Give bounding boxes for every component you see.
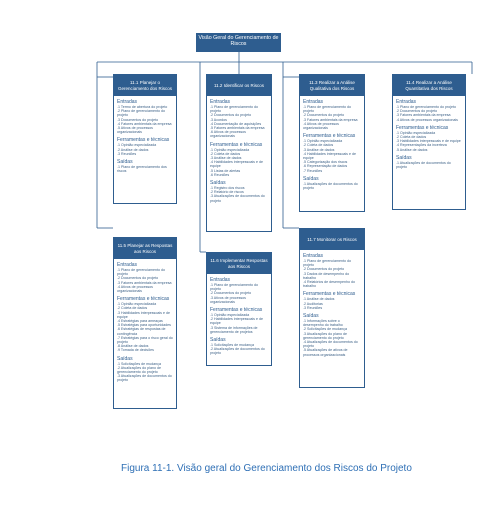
list-item: .4 Fatores ambientais da empresa xyxy=(117,121,172,126)
list-item: .9 Tomada de decisões xyxy=(117,348,154,353)
list-item: .3 Atualizações do plano de gerenciamento do projeto xyxy=(303,331,347,340)
list-item: .6 Estratégias de respostas de contingência xyxy=(117,327,166,336)
process-box-11-6 xyxy=(206,252,272,366)
list-item: .2 Análise de dados xyxy=(117,147,149,152)
process-box-11-4 xyxy=(392,74,466,210)
list-item: .4 Atualizações de documentos do projeto xyxy=(303,340,358,349)
list-item: .5 Listas de alertas xyxy=(210,168,241,173)
list-item: .3 Ativos de processos organizacionais xyxy=(210,295,246,304)
list-item: .3 Sistema de informações de gerenciamento de projetos xyxy=(210,325,258,334)
list-item: .1 Análise de dados xyxy=(303,297,335,302)
section-title: Saídas xyxy=(117,355,133,362)
section-title: Entradas xyxy=(117,99,138,105)
list-item: .1 Solicitações de mudança xyxy=(117,361,161,366)
figure-caption: Figura 11-1. Visão geral do Gerenciamento dos Riscos do Projeto xyxy=(121,463,412,474)
list-item: .3 Documentos do projeto xyxy=(117,117,159,122)
section-title: Ferramentas e técnicas xyxy=(117,137,170,144)
list-item: .3 Atualizações de documentos do projeto xyxy=(117,374,172,383)
list-item: .3 Reuniões xyxy=(117,151,137,156)
section-title: Entradas xyxy=(117,262,138,268)
list-item: .1 Opinião especializada xyxy=(210,147,250,152)
list-item: .3 Análise de dados xyxy=(210,156,242,161)
list-item: .6 Ativos de processos organizacionais xyxy=(210,130,246,139)
section-title: Ferramentas e técnicas xyxy=(396,124,449,131)
list-item: .2 Coleta de dados xyxy=(303,143,334,148)
list-item: .5 Análise de dados xyxy=(396,147,428,152)
list-item: .4 Habilidades interpessoais e de equipe xyxy=(303,151,356,161)
box-title: 11.4 Realizar a Análise Quantitativa dos Riscos xyxy=(393,75,465,96)
list-item: .6 Reuniões xyxy=(210,172,230,177)
list-item: .4 Ativos de processos organizacionais xyxy=(303,121,339,131)
section-title: Ferramentas e técnicas xyxy=(303,133,356,140)
list-item: .2 Documentos do projeto xyxy=(210,113,252,118)
section-title: Ferramentas e técnicas xyxy=(303,291,356,298)
list-item: .1 Plano de gerenciamento do projeto xyxy=(210,283,258,292)
list-item: .3 Fatores ambientais da empresa xyxy=(303,117,358,122)
list-item: .3 Fatores ambientais da empresa xyxy=(396,113,451,118)
list-item: .1 Plano de gerenciamento do projeto xyxy=(303,105,351,114)
section-title: Saídas xyxy=(210,337,226,344)
list-item: .5 Estratégias para oportunidades xyxy=(117,323,171,328)
process-box-11-5 xyxy=(113,237,177,409)
list-item: .1 Solicitações de mudança xyxy=(210,343,254,348)
section-title: Entradas xyxy=(210,99,231,105)
list-item: .3 Reuniões xyxy=(303,305,323,310)
list-item: .2 Coleta de dados xyxy=(210,151,241,156)
list-item: .5 Ativos de processos organizacionais xyxy=(117,126,153,135)
list-item: .2 Relatório de riscos xyxy=(210,190,244,195)
root-node: Visão Geral do Gerenciamento de Riscos xyxy=(196,33,281,52)
box-title: 11.2 Identificar os Riscos xyxy=(207,75,271,96)
list-item: .8 Análise de dados xyxy=(117,344,149,349)
list-item: .4 Ativos de processos organizacionais xyxy=(117,284,153,294)
section-title: Ferramentas e técnicas xyxy=(117,296,170,303)
list-item: .3 Habilidades interpessoais e de equipe xyxy=(396,139,461,144)
list-item: .5 Atualizações de ativos de processos organizacionais xyxy=(303,348,348,357)
list-item: .4 Documentação de aquisições xyxy=(210,121,262,126)
list-item: .4 Ativos de processos organizacionais xyxy=(396,117,458,122)
list-item: .1 Plano de gerenciamento do projeto xyxy=(303,259,351,268)
process-box-11-7 xyxy=(299,228,365,388)
list-item: .5 Categorização dos riscos xyxy=(303,160,348,165)
box-title: 11.1 Planejar o Gerenciamento dos Riscos xyxy=(114,75,176,96)
section-title: Entradas xyxy=(210,277,231,283)
process-box-11-2 xyxy=(206,74,272,232)
list-item: .1 Opinião especializada xyxy=(303,139,343,144)
process-box-11-3 xyxy=(299,74,365,212)
list-item: .2 Auditorias xyxy=(303,301,323,306)
list-item: .4 Habilidades interpessoais e de equipe xyxy=(210,160,263,169)
box-title: 11.5 Planejar as Respostas aos Riscos xyxy=(114,238,176,259)
list-item: .1 Registro dos riscos xyxy=(210,186,245,191)
section-title: Saídas xyxy=(303,175,319,182)
list-item: .1 Plano de gerenciamento do projeto xyxy=(117,268,165,277)
list-item: .2 Documentos do projeto xyxy=(396,109,438,114)
section-title: Saídas xyxy=(303,313,319,320)
list-item: .3 Dados de desempenho do trabalho xyxy=(303,271,350,280)
list-item: .2 Coleta de dados xyxy=(117,306,148,311)
list-item: .5 Fatores ambientais da empresa xyxy=(210,126,265,131)
list-item: .2 Habilidades interpessoais e de equipe xyxy=(210,317,263,326)
list-item: .1 Opinião especializada xyxy=(117,143,157,148)
list-item: .2 Documentos do projeto xyxy=(210,291,252,296)
section-title: Saídas xyxy=(210,180,226,187)
list-item: .1 Opinião especializada xyxy=(210,313,250,318)
list-item: .2 Solicitações de mudança xyxy=(303,327,347,332)
list-item: .2 Atualizações de documentos do projeto xyxy=(210,347,265,356)
list-item: .4 Representações da incerteza xyxy=(396,143,447,148)
list-item: .2 Coleta de dados xyxy=(396,135,427,140)
list-item: .4 Estratégias para ameaças xyxy=(117,319,163,324)
section-title: Ferramentas e técnicas xyxy=(210,141,263,148)
section-title: Ferramentas e técnicas xyxy=(210,307,263,314)
list-item: .1 Plano de gerenciamento do projeto xyxy=(396,105,456,109)
list-item: .1 Plano de gerenciamento dos riscos xyxy=(117,165,167,174)
list-item: .3 Atualizações de documentos do projeto xyxy=(210,194,265,203)
list-item: .3 Habilidades interpessoais e de equipe xyxy=(117,310,170,319)
list-item: .1 Opinião especializada xyxy=(396,130,436,135)
list-item: .3 Fatores ambientais da empresa xyxy=(117,280,172,285)
section-title: Entradas xyxy=(303,253,324,259)
list-item: .2 Plano de gerenciamento do projeto xyxy=(117,109,165,118)
list-item: .4 Relatórios de desempenho do trabalho xyxy=(303,280,355,289)
section-title: Entradas xyxy=(303,99,324,105)
list-item: .1 Opinião especializada xyxy=(117,302,157,307)
list-item: .2 Atualizações do plano de gerenciamento do projeto xyxy=(117,365,161,375)
list-item: .2 Documentos do projeto xyxy=(117,276,159,281)
section-title: Saídas xyxy=(117,159,133,166)
section-title: Entradas xyxy=(396,99,417,105)
list-item: .3 Acordos xyxy=(210,117,227,122)
list-item: .7 Estratégias para o risco geral do projeto xyxy=(117,335,173,345)
list-item: .1 Atualizações de documentos do projeto xyxy=(303,181,358,191)
box-title: 11.7 Monitorar os Riscos xyxy=(300,229,364,250)
list-item: .1 Atualizações de documentos do projeto xyxy=(396,160,451,170)
list-item: .1 Plano de gerenciamento do projeto xyxy=(210,105,258,114)
list-item: .6 Representação de dados xyxy=(303,164,348,169)
list-item: .3 Análise de dados xyxy=(303,147,335,152)
process-box-11-1 xyxy=(113,74,177,204)
section-title: Saídas xyxy=(396,154,412,161)
list-item: .2 Documentos do projeto xyxy=(303,113,345,118)
box-title: 11.3 Realizar a Análise Qualitativa dos Riscos xyxy=(300,75,364,96)
box-title: 11.6 Implementar Respostas aos Riscos xyxy=(207,253,271,274)
list-item: .1 Informações sobre o desempenho do trabalho xyxy=(303,319,343,328)
list-item: .2 Documentos do projeto xyxy=(303,267,345,272)
list-item: .7 Reuniões xyxy=(303,168,323,173)
list-item: .1 Termo de abertura do projeto xyxy=(117,105,168,109)
